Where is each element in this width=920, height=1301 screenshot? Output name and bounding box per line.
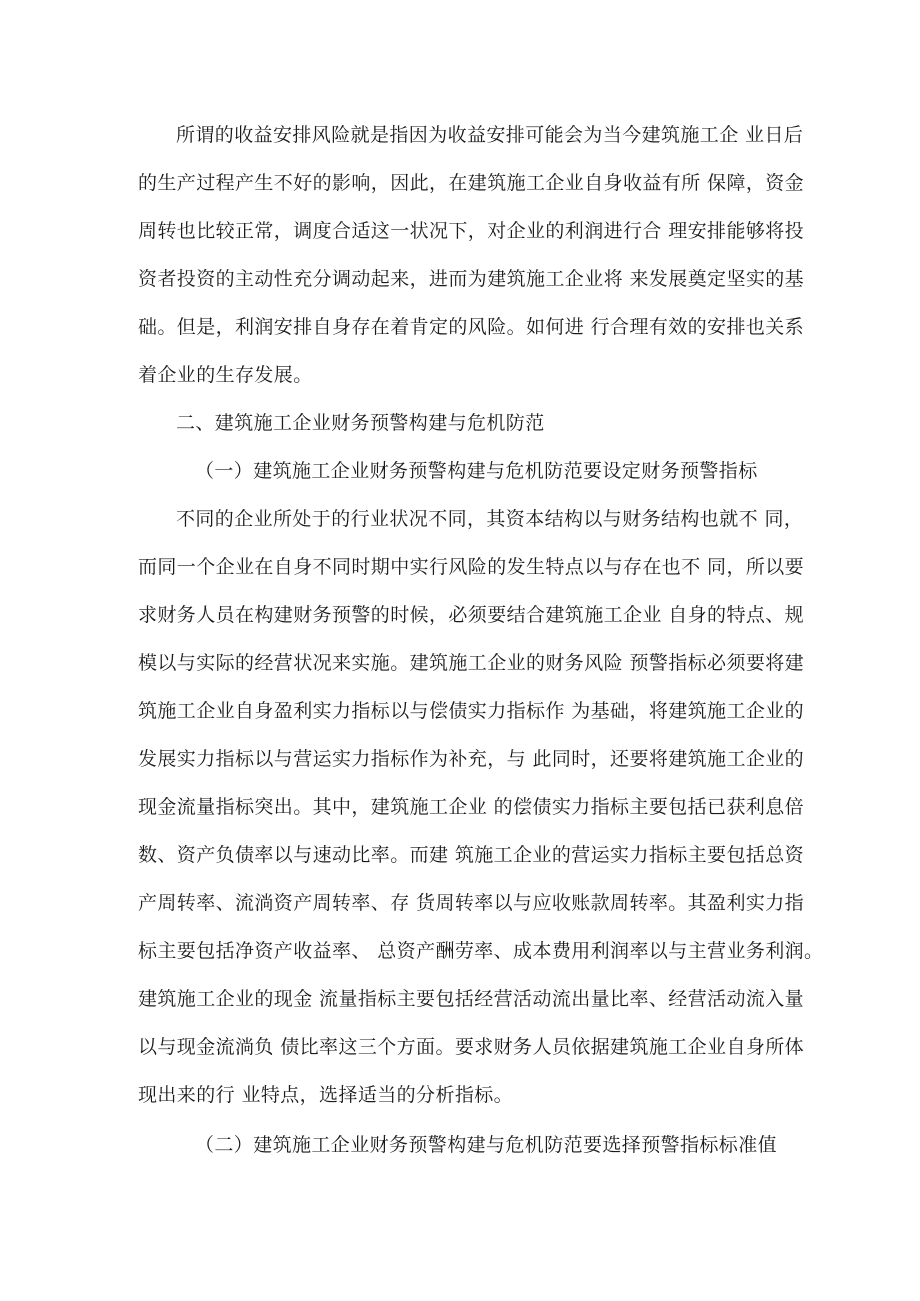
paragraph-2-line-5: 筑施工企业自身盈利实力指标以与偿债实力指标作 为基础，将建筑施工企业的 [138, 700, 805, 722]
section-heading: 二、建筑施工企业财务预警构建与危机防范 [176, 412, 545, 434]
paragraph-2-line-13: 现出来的行 业特点，选择适当的分析指标。 [138, 1084, 514, 1106]
subsection-2-heading: （二）建筑施工企业财务预警构建与危机防范要选择预警指标标准值 [195, 1134, 778, 1156]
paragraph-2-line-6: 发展实力指标以与营运实力指标作为补充，与 此同时，还要将建筑施工企业的 [138, 748, 805, 770]
paragraph-2-line-7: 现金流量指标突出。其中，建筑施工企业 的偿债实力指标主要包括已获利息倍 [138, 796, 805, 818]
paragraph-1-line-3: 周转也比较正常，调度合适这一状况下，对企业的利润进行合 理安排能够将投 [138, 220, 805, 242]
paragraph-2-line-9: 产周转率、流淌资产周转率、存 货周转率以与应收账款周转率。其盈利实力指 [138, 892, 805, 914]
paragraph-1-line-4: 资者投资的主动性充分调动起来，进而为建筑施工企业将 来发展奠定坚实的基 [138, 268, 805, 290]
paragraph-2-line-3: 求财务人员在构建财务预警的时候，必须要结合建筑施工企业 自身的特点、规 [138, 604, 805, 626]
paragraph-2-line-12: 以与现金流淌负 债比率这三个方面。要求财务人员依据建筑施工企业自身所体 [138, 1036, 805, 1058]
paragraph-2-line-1: 不同的企业所处于的行业状况不同，其资本结构以与财务结构也就不 同， [176, 508, 804, 530]
paragraph-2-line-11: 建筑施工企业的现金 流量指标主要包括经营活动流出量比率、经营活动流入量 [138, 988, 805, 1010]
paragraph-1-line-6: 着企业的生存发展。 [138, 364, 313, 386]
subsection-1-heading: （一）建筑施工企业财务预警构建与危机防范要设定财务预警指标 [195, 460, 758, 482]
paragraph-2-line-10: 标主要包括净资产收益率、 总资产酬劳率、成本费用利润率以与主营业务利润。 [138, 940, 824, 962]
paragraph-2-line-8: 数、资产负债率以与速动比率。而建 筑施工企业的营运实力指标主要包括总资 [138, 844, 805, 866]
paragraph-1-line-1: 所谓的收益安排风险就是指因为收益安排可能会为当今建筑施工企 业日后 [176, 124, 804, 146]
paragraph-1-line-2: 的生产过程产生不好的影响，因此，在建筑施工企业自身收益有所 保障，资金 [138, 172, 805, 194]
paragraph-1-line-5: 础。但是，利润安排自身存在着肯定的风险。如何进 行合理有效的安排也关系 [138, 316, 805, 338]
paragraph-2-line-4: 模以与实际的经营状况来实施。建筑施工企业的财务风险 预警指标必须要将建 [138, 652, 805, 674]
paragraph-2-line-2: 而同一个企业在自身不同时期中实行风险的发生特点以与存在也不 同，所以要 [138, 556, 805, 578]
